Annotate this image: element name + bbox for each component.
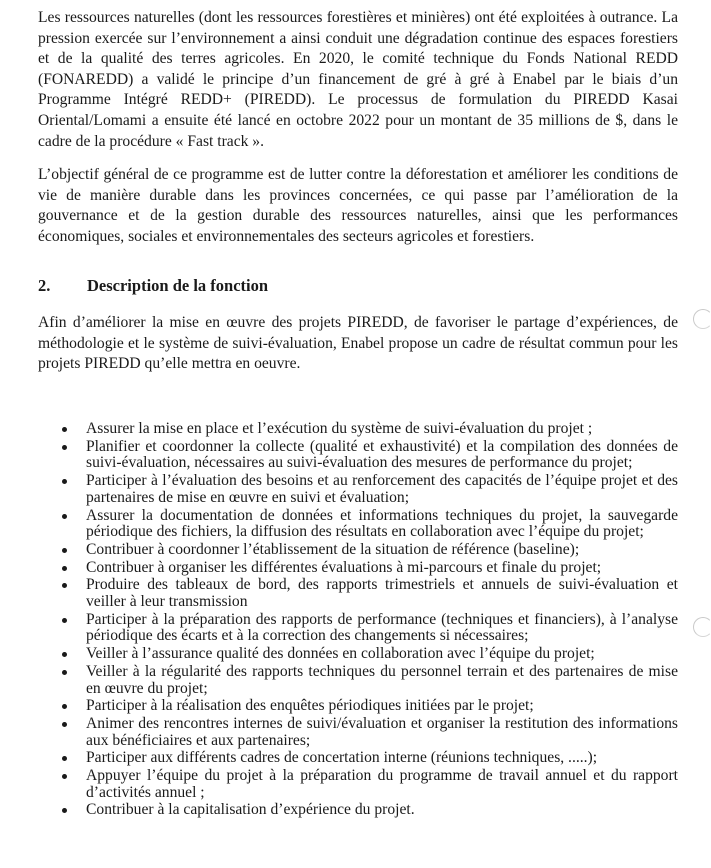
bullet-icon bbox=[62, 756, 67, 761]
bullet-icon bbox=[62, 774, 67, 779]
list-item-text: Participer à la réalisation des enquêtes périodiques initiées par le projet; bbox=[86, 697, 534, 715]
bullet-icon bbox=[62, 514, 67, 519]
bullet-icon bbox=[62, 427, 67, 432]
bullet-icon bbox=[62, 479, 67, 484]
objective-paragraph: L’objectif général de ce programme est de lutter contre la déforestation et améliorer les conditions de vie de manière durable dans les provinces concernées, ce qui passe par l’amélioration de la gouvernance et de la gestion durable des ressources naturelles, ainsi que les performances économiques, sociales et environnementales des secteurs agricoles et forestiers. bbox=[38, 166, 678, 245]
list-item-text: Assurer la mise en place et l’exécution du système de suivi-évaluation du projet ; bbox=[86, 420, 593, 437]
document-page bbox=[38, 8, 678, 819]
list-item-text: Appuyer l’équipe du projet à la préparation du programme de travail annuel et du rapport d’activités annuel ; bbox=[86, 767, 678, 801]
list-item-text: Planifier et coordonner la collecte (qualité et exhaustivité) et la compilation des données de suivi-évaluation, nécessaires au suivi-évaluation des mesures de performance du projet; bbox=[86, 437, 678, 472]
list-item-text: Veiller à l’assurance qualité des données en collaboration avec l’équipe du projet; bbox=[86, 645, 595, 663]
list-item bbox=[38, 646, 678, 663]
list-item bbox=[38, 560, 678, 577]
bullet-icon bbox=[62, 722, 67, 727]
section-title: Description de la fonction bbox=[87, 276, 269, 295]
section-intro-wrapper bbox=[38, 313, 678, 375]
list-item-text: Participer à l’évaluation des besoins et au renforcement des capacités de l’équipe projet et des partenaires de mise en œuvre en suivi et évaluation; bbox=[86, 472, 678, 506]
list-item-text: Veiller à la régularité des rapports techniques du personnel terrain et des partenaires de mise en œuvre du projet; bbox=[86, 662, 678, 697]
bullet-icon bbox=[62, 704, 67, 709]
list-item-text: Participer à la préparation des rapports de performance (techniques et financiers), à l’analyse périodique des écarts et à la correction des changements si nécessaires; bbox=[86, 610, 678, 645]
list-item-text: Participer aux différents cadres de concertation interne (réunions techniques, .....); bbox=[86, 749, 598, 767]
list-item-text: Contribuer à organiser les différentes évaluations à mi-parcours et finale du projet; bbox=[86, 558, 602, 576]
list-item bbox=[38, 577, 678, 610]
bullet-icon bbox=[62, 670, 67, 675]
bullet-icon bbox=[62, 808, 67, 813]
bullet-icon bbox=[62, 548, 67, 553]
list-item bbox=[38, 508, 678, 541]
list-item bbox=[38, 612, 678, 645]
list-item bbox=[38, 542, 678, 559]
list-item-text: Contribuer à la capitalisation d’expérience du projet. bbox=[86, 801, 415, 819]
list-item bbox=[38, 473, 678, 506]
list-item bbox=[38, 698, 678, 715]
bullet-icon bbox=[62, 566, 67, 571]
section-heading bbox=[38, 276, 268, 296]
bullet-icon bbox=[62, 652, 67, 657]
list-item-text: Produire des tableaux de bord, des rapports trimestriels et annuels de suivi-évaluation et veiller à leur transmission bbox=[86, 576, 678, 611]
responsibilities-list bbox=[38, 421, 678, 820]
context-paragraph: Les ressources naturelles (dont les ressources forestières et minières) ont été exploitées à outrance. La pression exercée sur l’environnement a ainsi conduit une dégradation continue des espaces forestiers et de la qualité des terres agricoles. En 2020, le comité technique du Fonds National REDD (FONAREDD) a validé le principe d’un financement de gré à gré à Enabel par le biais d’un Programme Intégré REDD+ (PIREDD). Le processus de formulation du PIREDD Kasai Oriental/Lomami a ensuite été lancé en octobre 2022 pour un montant de 35 millions de $, dans le cadre de la procédure « Fast track ». bbox=[38, 9, 678, 150]
bullet-icon bbox=[62, 618, 67, 623]
list-item bbox=[38, 768, 678, 801]
list-item bbox=[38, 802, 678, 819]
list-item bbox=[38, 716, 678, 749]
binder-hole-mark-top bbox=[693, 309, 711, 329]
list-item-text: Contribuer à coordonner l’établissement de la situation de référence (baseline); bbox=[86, 540, 580, 558]
bullet-icon bbox=[62, 445, 67, 450]
list-item bbox=[38, 421, 678, 438]
list-item-text: Animer des rencontres internes de suivi/évaluation et organiser la restitution des informations aux bénéficiaires et aux partenaires; bbox=[86, 714, 678, 749]
list-item bbox=[38, 750, 678, 767]
bullet-icon bbox=[62, 583, 67, 588]
list-item bbox=[38, 664, 678, 697]
section-intro: Afin d’améliorer la mise en œuvre des projets PIREDD, de favoriser le partage d’expériences, de méthodologie et le système de suivi-évaluation, Enabel propose un cadre de résultat commun pour les projets PIREDD qu’elle mettra en oeuvre. bbox=[38, 314, 678, 373]
list-item-text: Assurer la documentation de données et informations techniques du projet, la sauvegarde périodique des fichiers, la diffusion des résultats en collaboration avec l’équipe du projet; bbox=[86, 506, 678, 541]
list-item bbox=[38, 439, 678, 472]
binder-hole-mark-bottom bbox=[693, 617, 711, 637]
section-number: 2. bbox=[38, 276, 51, 295]
